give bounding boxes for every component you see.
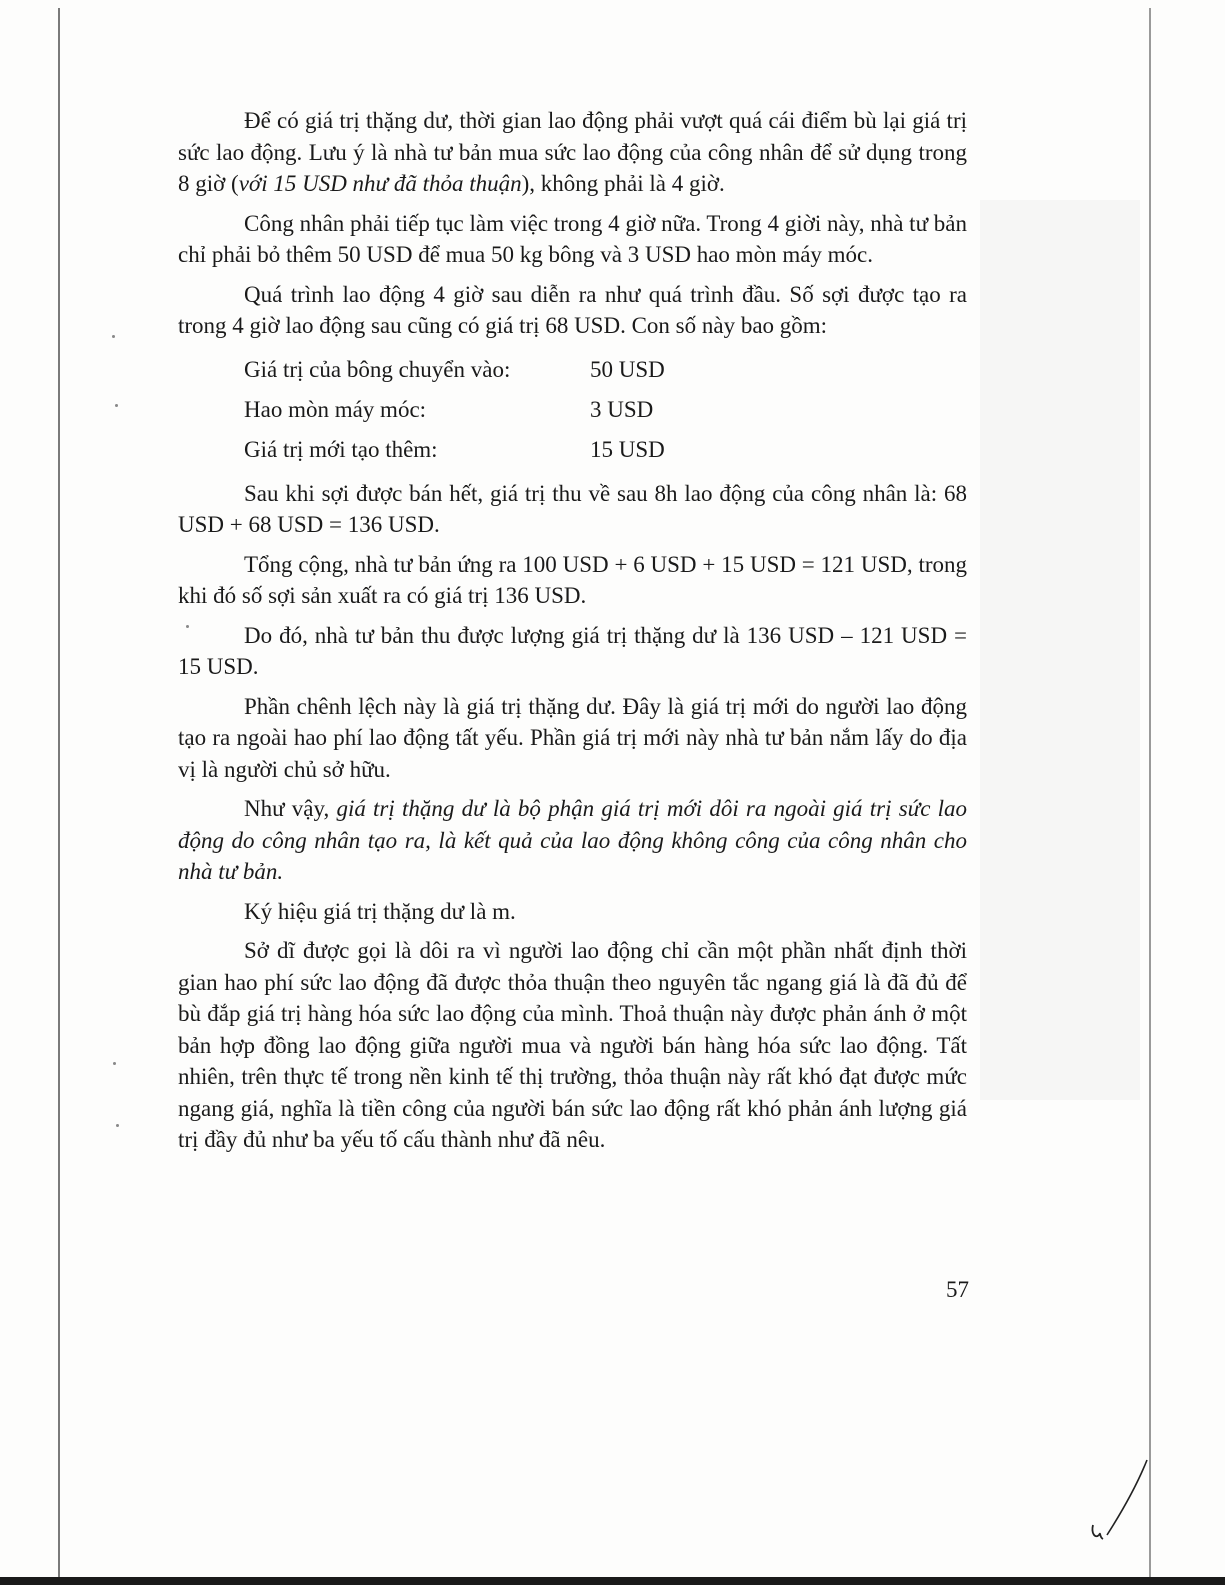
list-item	[244, 390, 967, 430]
italic-phrase: với 15 USD như đã thỏa thuận	[238, 171, 522, 196]
bleed-through-shadow	[980, 200, 1140, 1100]
definition-italic: giá trị thặng dư là bộ phận giá trị mới dôi ra ngoài giá trị sức lao động do công nhân tạo ra, là kết quả của lao động không công của công nhân cho nhà tư bản.	[178, 796, 967, 884]
paragraph: Sở dĩ được gọi là dôi ra vì người lao động chỉ cần một phần nhất định thời gian hao phí sức lao động đã được thỏa thuận theo nguyên tắc ngang giá là đã đủ để bù đắp giá trị hàng hóa sức lao động của mình. Thoả thuận này được phản ánh ở một bản hợp đồng lao động giữa người mua và người bán hàng hóa sức lao động. Tất nhiên, trên thực tế trong nền kinh tế thị trường, thỏa thuận này rất khó đạt được mức ngang giá, nghĩa là tiền công của người bán sức lao động rất khó phản ánh lượng giá trị đầy đủ như ba yếu tố cấu thành như đã nêu.	[178, 938, 967, 1152]
scan-speck	[116, 1124, 119, 1127]
paragraph: Công nhân phải tiếp tục làm việc trong 4 giờ nữa. Trong 4 giời này, nhà tư bản chỉ phải bỏ thêm 50 USD để mua 50 kg bông và 3 USD hao mòn máy móc.	[178, 210, 967, 267]
page-right-edge	[1149, 8, 1151, 1578]
item-value: 50 USD	[590, 356, 665, 382]
item-value: 3 USD	[590, 396, 654, 422]
value-breakdown-list	[244, 350, 967, 470]
paragraph: Sau khi sợi được bán hết, giá trị thu về sau 8h lao động của công nhân là: 68 USD + 68 USD = 136 USD.	[178, 480, 967, 537]
paragraph: Tổng cộng, nhà tư bản ứng ra 100 USD + 6 USD + 15 USD = 121 USD, trong khi đó số sợi sản xuất ra có giá trị 136 USD.	[178, 551, 967, 608]
page-left-edge	[58, 8, 60, 1578]
paragraph: Quá trình lao động 4 giờ sau diễn ra như quá trình đầu. Số sợi được tạo ra trong 4 giờ lao động sau cũng có giá trị 68 USD. Con số này bao gồm:	[178, 281, 967, 338]
body-text	[178, 105, 967, 1164]
item-label: Hao mòn máy móc:	[244, 396, 427, 422]
scan-speck	[112, 335, 115, 338]
item-label: Giá trị của bông chuyển vào:	[244, 356, 511, 382]
scan-speck	[115, 404, 118, 407]
item-value: 15 USD	[590, 436, 665, 462]
scan-speck	[113, 1062, 116, 1065]
paragraph: Để có giá trị thặng dư, thời gian lao động phải vượt quá cái điểm bù lại giá trị sức lao động. Lưu ý là nhà tư bản mua sức lao động của công nhân để sử dụng trong 8 giờ (với 15 USD như đã thỏa thuận), không phải là 4 giờ.	[178, 108, 967, 196]
item-label: Giá trị mới tạo thêm:	[244, 436, 438, 462]
paragraph: Phần chênh lệch này là giá trị thặng dư. Đây là giá trị mới do người lao động tạo ra ngoài hao phí lao động tất yếu. Phần giá trị mới này nhà tư bản nắm lấy do địa vị là người chủ sở hữu.	[178, 693, 967, 782]
paragraph: Do đó, nhà tư bản thu được lượng giá trị thặng dư là 136 USD – 121 USD = 15 USD.	[178, 622, 967, 679]
list-item	[244, 430, 967, 470]
pen-check-mark	[1085, 1455, 1155, 1545]
paragraph: Ký hiệu giá trị thặng dư là m.	[244, 898, 516, 924]
page-number: 57	[946, 1277, 969, 1302]
paragraph: Như vậy, giá trị thặng dư là bộ phận giá trị mới dôi ra ngoài giá trị sức lao động do công nhân tạo ra, là kết quả của lao động không công của công nhân cho nhà tư bản.	[178, 796, 967, 884]
page-bottom-edge	[0, 1577, 1225, 1585]
list-item	[244, 350, 967, 390]
